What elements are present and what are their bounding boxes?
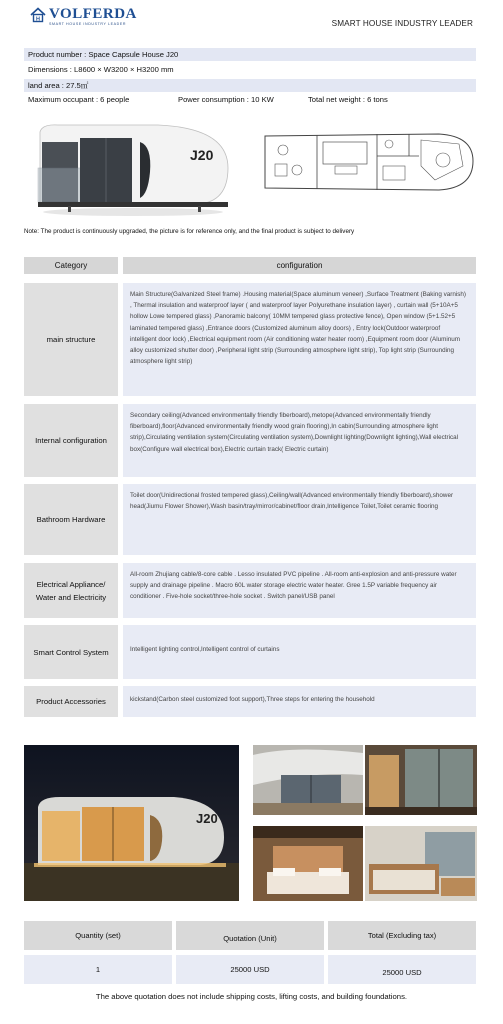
brand-subtitle: SMART HOUSE INDUSTRY LEADER (49, 22, 127, 26)
row-category: Bathroom Hardware (24, 484, 118, 555)
spec-land-area: land area : 27.5㎡ (24, 79, 476, 92)
table-row (24, 625, 476, 679)
spec-summary-row (24, 93, 476, 106)
capsule-model-label: J20 (190, 147, 214, 163)
table-row (24, 484, 476, 555)
disclaimer-note: Note: The product is continuously upgraded, the picture is for reference only, and the final product is subject to delivery (24, 228, 355, 235)
row-category: Smart Control System (24, 625, 118, 679)
table-row (24, 283, 476, 396)
row-configuration: Secondary ceiling(Advanced environmentally friendly fiberboard),metope(Advanced environmentally friendly fiberboard),floor(Advanced environmentally friendly wood grain flooring),In cabin(Surrounding atmosphere light strip),Circulating ventilation system(Circulating ventilation system),Downlight lighting(Downlight lighting),Wall electrical box(Configure wall electrical box),Electric curtain track( Electric curtain) (123, 404, 476, 477)
row-category: Electrical Appliance/ Water and Electricity (24, 563, 118, 618)
bedroom-window-photo (365, 826, 477, 901)
floor-plan-diagram (259, 126, 475, 196)
quote-header-quantity: Quantity (set) (24, 921, 172, 950)
night-exterior-photo (24, 745, 239, 901)
row-configuration: Toilet door(Unidirectional frosted tempered glass),Ceiling/wall(Advanced environmentally friendly fiberboard),shower head(Jiumu Flower Shower),Wash basin/tray/mirror/cabinet/floor drain,Intelligence Toilet,Toilet ceramic flooring (123, 484, 476, 555)
row-category: main structure (24, 283, 118, 396)
capsule-house-render (28, 120, 233, 220)
bedroom-photo (253, 826, 363, 901)
quote-quantity-value: 1 (24, 955, 172, 984)
row-category: Product Accessories (24, 686, 118, 717)
row-configuration: Intelligent lighting control,Intelligent control of curtains (123, 625, 476, 679)
spec-product-number: Product number : Space Capsule House J20 (24, 48, 476, 61)
table-row (24, 404, 476, 477)
brand-logo[interactable] (30, 7, 137, 27)
capsule-model-label: J20 (196, 811, 218, 826)
row-configuration: All-room Zhujiang cable/8-core cable . Lesso insulated PVC pipeline . All-room anti-explosion and anti-pressure water supply and drainage pipeline . Macro 60L water storage electric water heater. Gree 1.5P variable frequency air conditioner . Five-hole socket/three-hole socket . Switch panel/USB panel (123, 563, 476, 618)
quotation-footnote: The above quotation does not include shipping costs, lifting costs, and building foundations. (95, 992, 408, 1001)
header-configuration: configuration (123, 257, 476, 274)
header-tagline: SMART HOUSE INDUSTRY LEADER (331, 19, 473, 28)
brand-name: VOLFERDA (49, 6, 137, 22)
spec-max-occupant: Maximum occupant : 6 people (28, 95, 130, 104)
spec-power: Power consumption : 10 KW (178, 95, 274, 104)
spec-dimensions: Dimensions : L8600 × W3200 × H3200 mm (28, 65, 174, 74)
quote-header-total: Total (Excluding tax) (328, 921, 476, 950)
interior-window-photo (253, 745, 363, 815)
table-row (24, 686, 476, 717)
row-category: Internal configuration (24, 404, 118, 477)
page-header (0, 0, 503, 40)
table-row (24, 563, 476, 618)
quote-unit-value: 25000 USD (176, 955, 324, 984)
quote-header-unit: Quotation (Unit) (176, 921, 324, 950)
quote-total-value: 25000 USD (328, 955, 476, 984)
table-header-row (24, 257, 476, 274)
interior-corridor-photo (365, 745, 477, 815)
row-configuration: Main Structure(Galvanized Steel frame) .Housing material(Space aluminum veneer) ,Surface Treatment (Baking varnish) , Thermal insulation and waterproof layer ( and waterproof layer Polyurethane insulation layer) , curtain wall (5+10A+5 hollow Lowe tempered glass) ,Panoramic balcony( 10MM tempered glass protective fence), Open window (5+1.52+5 laminated tempered glass) ,Entrance doors (Customized aluminum alloy doors) , Entry lock(Outdoor waterproof intelligent door lock) ,Electrical equipment room (Air conditioning water heater room) ,Equipment room door (Aluminum alloy customized shutter door) ,Peripheral light strip (Surrounding atmosphere light strip), Top light strip (Surrounding atmosphere light strip) (123, 283, 476, 396)
header-category: Category (24, 257, 118, 274)
svg-text:H: H (36, 16, 40, 23)
house-logo-icon (30, 7, 46, 23)
row-configuration: kickstand(Carbon steel customized foot support),Three steps for entering the household (123, 686, 476, 717)
spec-weight: Total net weight : 6 tons (308, 95, 388, 104)
